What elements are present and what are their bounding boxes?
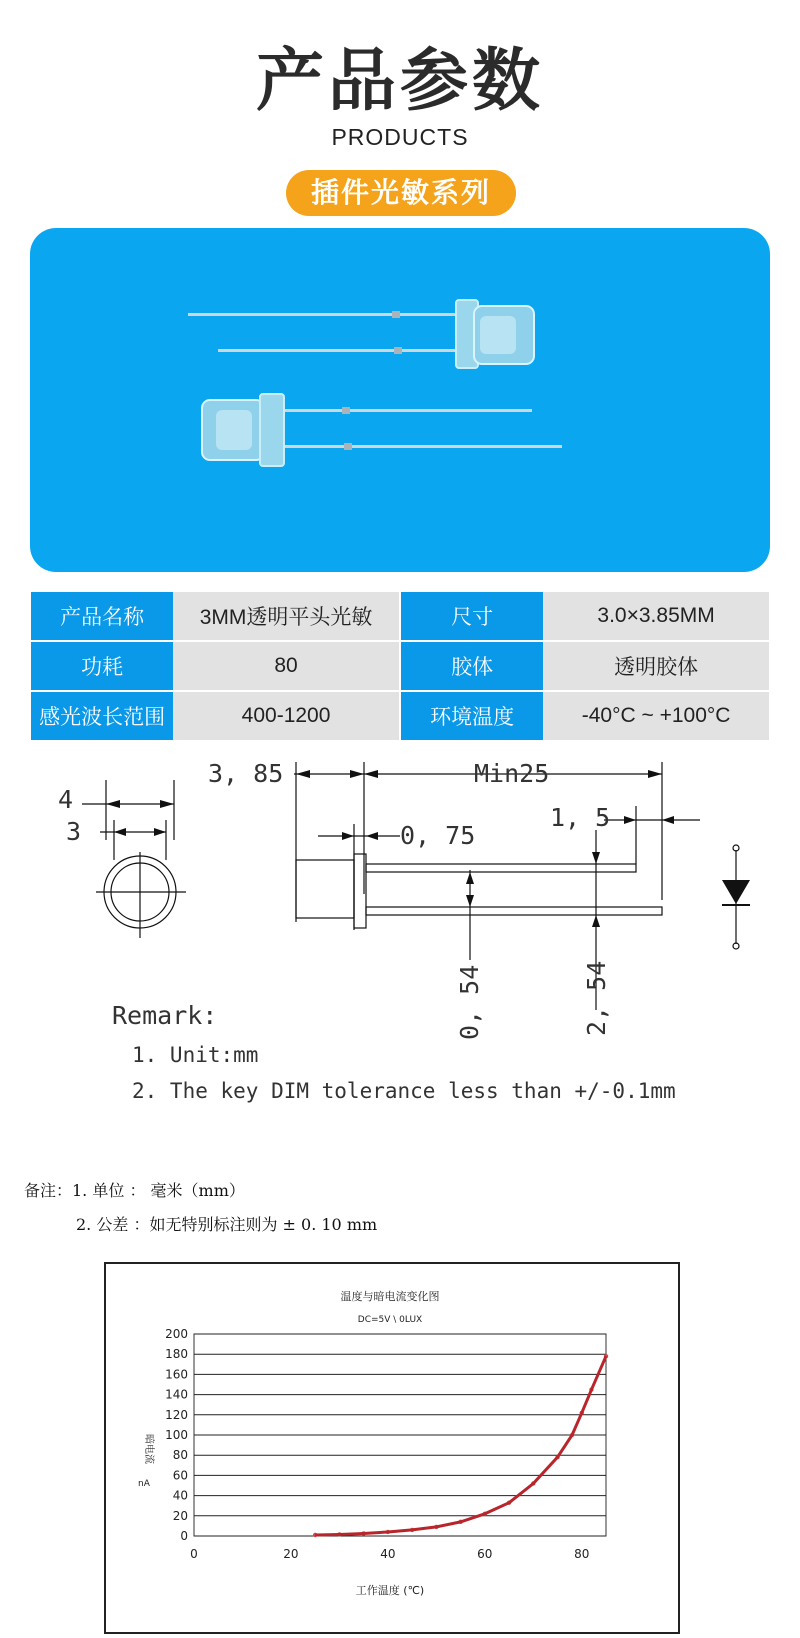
table-row	[31, 592, 769, 640]
dim-label: 2, 54	[582, 960, 611, 1036]
dim-label: 3	[66, 817, 82, 846]
y-tick-label: 40	[172, 1488, 188, 1503]
table-row	[31, 642, 769, 690]
photodiode-illustration	[30, 228, 770, 572]
x-tick-label: 0	[190, 1547, 198, 1561]
x-tick-label: 60	[477, 1547, 493, 1561]
page-title: 产品参数	[255, 42, 544, 121]
remark-title: Remark:	[112, 1001, 218, 1030]
table-row	[31, 692, 769, 740]
y-tick-label: 100	[165, 1428, 188, 1442]
y-tick-label: 160	[165, 1367, 188, 1382]
param-value: 透明胶体	[543, 642, 769, 690]
y-tick-label: 120	[165, 1407, 188, 1422]
param-value: -40°C ~ +100°C	[543, 692, 769, 740]
series-line	[315, 1356, 606, 1535]
param-value: 80	[173, 642, 399, 690]
dim-label: 4	[58, 785, 74, 814]
dim-label: 3, 85	[208, 760, 284, 788]
dim-label: 0, 75	[400, 821, 476, 850]
dimension-drawing	[0, 760, 800, 1140]
y-tick-label: 200	[165, 1327, 188, 1341]
product-photo	[30, 228, 770, 572]
led-upper	[188, 300, 534, 368]
y-axis-unit: nA	[138, 1479, 150, 1489]
y-tick-label: 180	[165, 1347, 188, 1362]
chart-svg	[106, 1264, 678, 1632]
y-tick-label: 0	[180, 1529, 188, 1543]
x-axis-label: 工作温度 (℃)	[355, 1584, 425, 1597]
y-tick-label: 60	[172, 1468, 188, 1483]
param-value: 3.0×3.85MM	[543, 592, 769, 640]
dim-label: 1, 5	[550, 803, 611, 832]
page-subtitle: PRODUCTS	[331, 124, 469, 150]
remark-item: 1. Unit:mm	[132, 1043, 259, 1067]
x-tick-label: 20	[283, 1547, 299, 1561]
param-key: 产品名称	[31, 592, 173, 640]
dark-current-chart	[104, 1262, 680, 1634]
x-tick-label: 40	[380, 1547, 396, 1561]
led-lower	[202, 394, 562, 466]
param-key: 功耗	[31, 642, 173, 690]
note-line-1: 备注：1. 单位 ： 毫米（mm）	[24, 1181, 245, 1200]
dim-label: 0, 54	[455, 964, 484, 1040]
param-key: 胶体	[401, 642, 543, 690]
y-tick-label: 80	[172, 1448, 188, 1463]
param-value: 3MM透明平头光敏	[173, 592, 399, 640]
y-tick-label: 20	[172, 1508, 188, 1523]
param-key: 尺寸	[401, 592, 543, 640]
chart-title: 温度与暗电流变化图	[340, 1290, 440, 1303]
remark-item: 2. The key DIM tolerance less than +/-0.1mm	[132, 1079, 676, 1103]
param-table	[31, 590, 769, 742]
series-badge: 插件光敏系列	[286, 170, 516, 216]
chart-subtitle: DC=5V \ 0LUX	[357, 1315, 423, 1325]
param-key: 环境温度	[401, 692, 543, 740]
param-key: 感光波长范围	[31, 692, 173, 740]
param-value: 400-1200	[173, 692, 399, 740]
y-tick-label: 140	[165, 1387, 188, 1402]
dim-label: Min25	[474, 760, 550, 788]
x-tick-label: 80	[574, 1547, 590, 1561]
dimension-svg	[0, 760, 800, 1140]
note-line-2: 2. 公差 ：如无特别标注则为 ± 0. 10 mm	[76, 1215, 378, 1234]
y-axis-label: 暗电流	[143, 1434, 154, 1464]
